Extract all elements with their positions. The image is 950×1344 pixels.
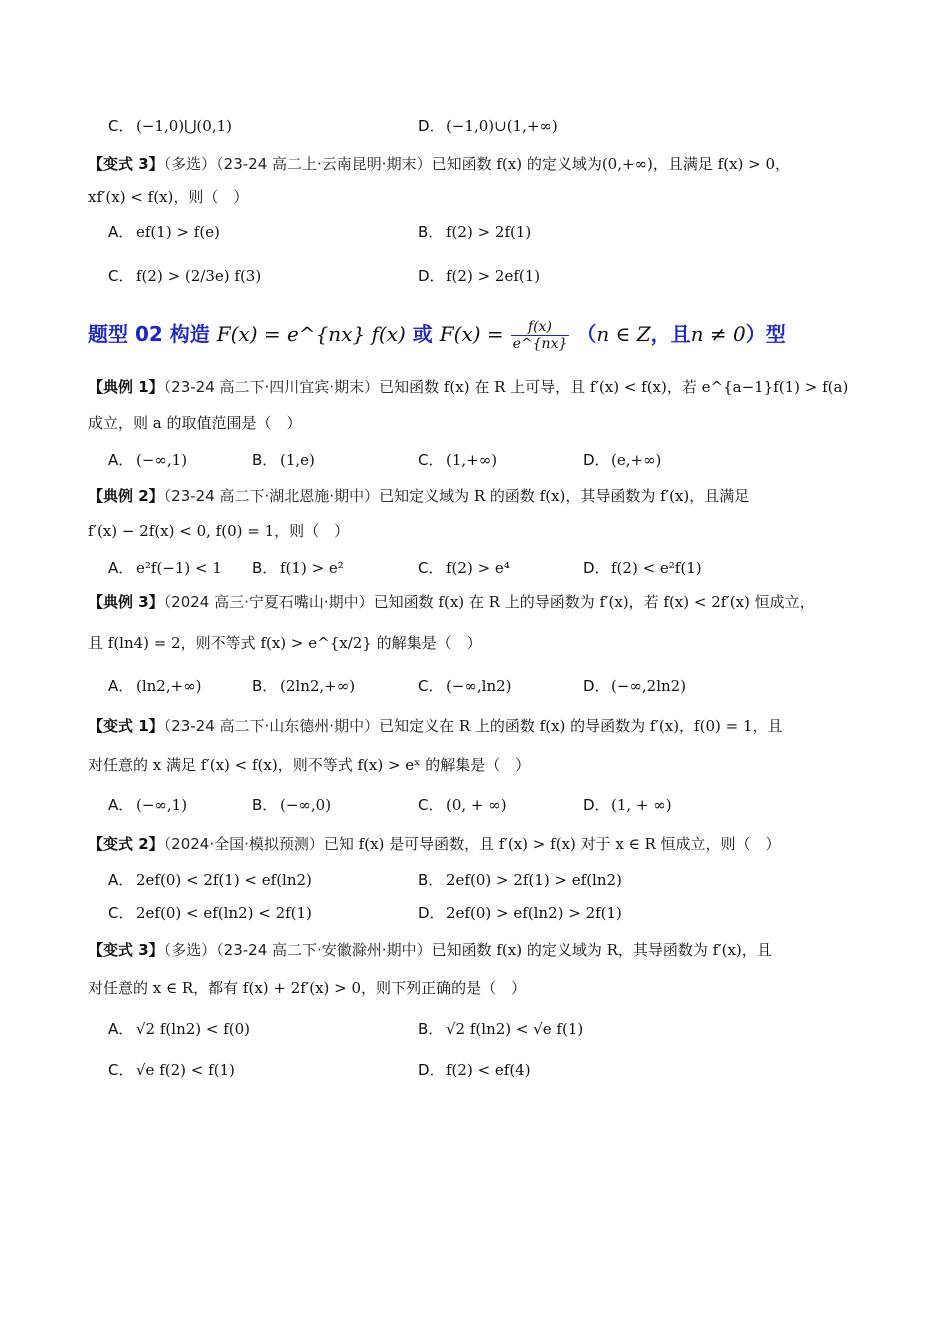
option-a: A． (−∞,1) [108, 796, 188, 814]
option-c: C． 2ef(0) < ef(ln2) < 2f(1) [108, 904, 312, 922]
option-d: D．f(2) < e²f(1) [583, 559, 702, 577]
question-tag: 【变式 3】 [88, 155, 164, 173]
option-b: B． (2ln2,+∞) [252, 677, 356, 695]
question-tag: 【典例 2】 [88, 487, 164, 505]
option-a: A． ef(1) > f(e) [108, 223, 220, 241]
option-c: C． (0, + ∞) [418, 796, 507, 814]
option-d: D．f(2) < ef(4) [418, 1061, 531, 1079]
option-c: C． √e f(2) < f(1) [108, 1061, 235, 1079]
example1-line2: 成立，则 a 的取值范围是（ ） [88, 414, 302, 432]
option-d: D．(−1,0)∪(1,+∞) [418, 117, 558, 135]
question-tag: 【典例 3】 [88, 593, 164, 611]
question-tag: 【变式 2】 [88, 835, 164, 853]
question-tag: 【变式 3】 [88, 941, 164, 959]
option-b: B． (1,e) [252, 451, 315, 469]
question-source: （多选）（23-24 高二下·安徽滁州·期中） [163, 941, 432, 959]
section-heading: 题型 02 构造 F(x) = e^{nx} f(x) 或 F(x) = $\frac{f(x)}{e\^{}\{nx\}}$ （n ∈ Z，且n ≠ 0）型 [88, 319, 786, 352]
fraction: $\frac{f(x)}{e\^{}\{nx\}}$ [512, 319, 568, 352]
variant1-line2: 对任意的 x 满足 f′(x) < f(x)，则不等式 f(x) > eˣ 的解集是（ ） [88, 756, 531, 774]
example2-line2: f′(x) − 2f(x) < 0, f(0) = 1，则（ ） [88, 522, 350, 540]
option-a: A． e²f(−1) < 1 [108, 559, 222, 577]
option-b: B． 2ef(0) > 2f(1) > ef(ln2) [418, 871, 622, 889]
question-source: （23-24 高二下·湖北恩施·期中） [163, 487, 380, 505]
option-d: D．(−∞,2ln2) [583, 677, 687, 695]
example2-line1: 【典例 2】（23-24 高二下·湖北恩施·期中）已知定义域为 R 的函数 f(x)，其导函数为 f′(x)，且满足 [88, 487, 750, 505]
example3-line2: 且 f(ln4) = 2，则不等式 f(x) > e^{x/2} 的解集是（ ） [88, 634, 482, 652]
option-c: C． (−∞,ln2) [418, 677, 512, 695]
variant3b-line1: 【变式 3】（多选）（23-24 高二下·安徽滁州·期中）已知函数 f(x) 的定义域为 R，其导函数为 f′(x)，且 [88, 941, 772, 959]
variant2-line1: 【变式 2】（2024·全国·模拟预测）已知 f(x) 是可导函数，且 f′(x) > f(x) 对于 x ∈ R 恒成立，则（ ） [88, 835, 781, 853]
option-d: D．(e,+∞) [583, 451, 662, 469]
variant3b-line2: 对任意的 x ∈ R，都有 f(x) + 2f′(x) > 0，则下列正确的是（ ） [88, 979, 527, 997]
question-source: （23-24 高二下·山东德州·期中） [163, 717, 380, 735]
option-a: A． √2 f(ln2) < f(0) [108, 1020, 251, 1038]
option-b: B． (−∞,0) [252, 796, 332, 814]
option-d: D．2ef(0) > ef(ln2) > 2f(1) [418, 904, 622, 922]
option-c: C． (1,+∞) [418, 451, 498, 469]
question-tag: 【变式 1】 [88, 717, 164, 735]
question-source: （23-24 高二下·四川宜宾·期末） [163, 378, 380, 396]
option-d: D．(1, + ∞) [583, 796, 672, 814]
option-c: C． (−1,0)⋃(0,1) [108, 117, 232, 135]
question-source: （多选）（23-24 高二上·云南昆明·期末） [163, 155, 432, 173]
example3-line1: 【典例 3】（2024 高三·宁夏石嘴山·期中）已知函数 f(x) 在 R 上的导函数为 f′(x)，若 f(x) < 2f′(x) 恒成立， [88, 593, 815, 611]
variant3a-line2: xf′(x) < f(x)，则（ ） [88, 188, 249, 206]
question-tag: 【典例 1】 [88, 378, 164, 396]
question-source: （2024 高三·宁夏石嘴山·期中） [163, 593, 374, 611]
variant3a-line1: 【变式 3】（多选）（23-24 高二上·云南昆明·期末）已知函数 f(x) 的定义域为(0,+∞)，且满足 f(x) > 0， [88, 155, 791, 173]
option-b: B． f(2) > 2f(1) [418, 223, 532, 241]
option-b: B． √2 f(ln2) < √e f(1) [418, 1020, 584, 1038]
option-c: C． f(2) > (2/3e) f(3) [108, 267, 262, 285]
variant1-line1: 【变式 1】（23-24 高二下·山东德州·期中）已知定义在 R 上的函数 f(x) 的导函数为 f′(x)，f(0) = 1，且 [88, 717, 783, 735]
option-d: D．f(2) > 2ef(1) [418, 267, 541, 285]
example1-line1: 【典例 1】（23-24 高二下·四川宜宾·期末）已知函数 f(x) 在 R 上可导，且 f′(x) < f(x)，若 e^{a−1}f(1) > f(a) [88, 378, 849, 396]
option-b: B． f(1) > e² [252, 559, 344, 577]
option-a: A． (ln2,+∞) [108, 677, 202, 695]
question-source: （2024·全国·模拟预测） [163, 835, 324, 853]
option-c: C． f(2) > e⁴ [418, 559, 510, 577]
option-a: A． (−∞,1) [108, 451, 188, 469]
option-a: A． 2ef(0) < 2f(1) < ef(ln2) [108, 871, 312, 889]
